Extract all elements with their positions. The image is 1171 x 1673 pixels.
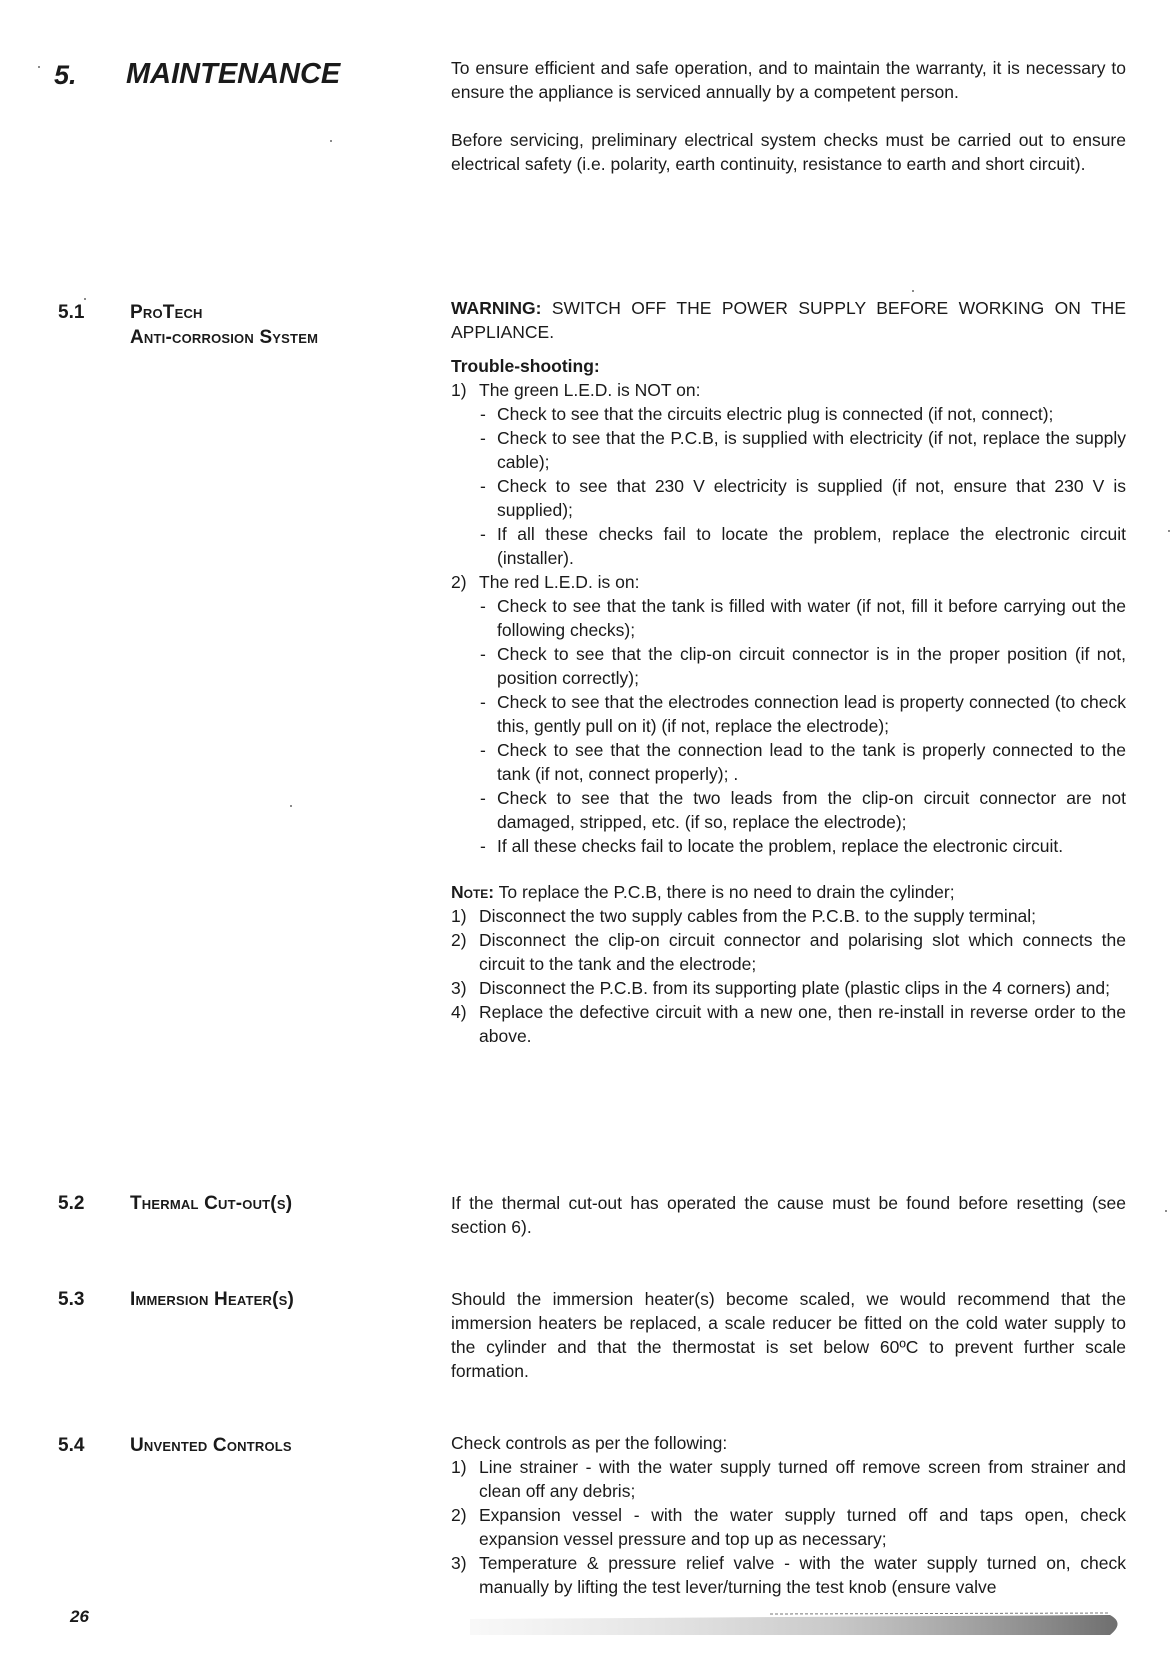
subsection-title-5-3: Immersion Heater(s)	[130, 1289, 294, 1310]
list-item: 2) The red L.E.D. is on:	[451, 572, 640, 592]
list-item: 2) Expansion vessel - with the water supply turned off and taps open, check expansion vessel pressure and top up as necessary;	[451, 1505, 1126, 1549]
intro-paragraph: To ensure efficient and safe operation, and to maintain the warranty, it is necessary to ensure the appliance is serviced annually by a competent person.	[451, 58, 1126, 102]
scan-speck	[1165, 1210, 1167, 1212]
subsection-number-5-1: 5.1	[58, 302, 85, 323]
note-text: To replace the P.C.B, there is no need to drain the cylinder;	[494, 882, 955, 902]
check-item: - Check to see that the P.C.B, is supplied with electricity (if not, replace the supply cable);	[480, 428, 1126, 472]
protech-content	[451, 296, 1126, 1048]
check-item: - Check to see that the two leads from the clip-on circuit connector are not damaged, stripped, etc. (if so, replace the electrode);	[480, 788, 1126, 832]
scan-speck	[912, 290, 914, 292]
warning-text: SWITCH OFF THE POWER SUPPLY BEFORE WORKING ON THE APPLIANCE.	[451, 298, 1126, 342]
page-number: 26	[70, 1607, 89, 1626]
list-item: 1) Line strainer - with the water supply turned off remove screen from strainer and clean off any debris;	[451, 1457, 1126, 1501]
warning-label: WARNING:	[451, 298, 542, 318]
scan-artifact-band	[470, 1605, 1125, 1641]
immersion-heater-text: Should the immersion heater(s) become scaled, we would recommend that the immersion heaters be replaced, a scale reducer be fitted on the cold water supply to the cylinder and that the thermostat is set below 60ºC to prevent further scale formation.	[451, 1289, 1126, 1381]
intro-paragraph: Before servicing, preliminary electrical system checks must be carried out to ensure electrical safety (i.e. polarity, earth continuity, resistance to earth and short circuit).	[451, 130, 1126, 174]
troubleshooting-heading: Trouble-shooting:	[451, 356, 600, 376]
check-item: - Check to see that the clip-on circuit connector is in the proper position (if not, position correctly);	[480, 644, 1126, 688]
check-item: - Check to see that the electrodes connection lead is property connected (to check this, gently pull on it) (if not, replace the electrode);	[480, 692, 1126, 736]
unvented-controls-text: Check controls as per the following: 1) Line strainer - with the water supply turned off remove screen from strainer and clean off any debris; 2) Expansion vessel - with the water supply turned off and taps open, check expansion vessel pressure and top up as necessary; 3) Temperature & pressure relief valve - with the water supply turned on, check manually by lifting the test lever/turning the test knob (ensure valve	[451, 1433, 1126, 1597]
subsection-title-5-2: Thermal Cut-out(s)	[130, 1193, 293, 1214]
subsection-number-5-3: 5.3	[58, 1289, 85, 1310]
list-item: 1) The green L.E.D. is NOT on:	[451, 380, 701, 400]
list-item: 2) Disconnect the clip-on circuit connector and polarising slot which connects the circuit to the tank and the electrode;	[451, 930, 1126, 974]
subsection-title-5-1-line2: Anti-corrosion System	[130, 327, 319, 348]
check-item: - Check to see that the tank is filled with water (if not, fill it before carrying out the following checks);	[480, 596, 1126, 640]
subsection-number-5-4: 5.4	[58, 1435, 85, 1456]
thermal-cutout-text: If the thermal cut-out has operated the cause must be found before resetting (see section 6).	[451, 1193, 1126, 1237]
check-item: - Check to see that the circuits electric plug is connected (if not, connect);	[480, 404, 1054, 424]
note-label: Note:	[451, 882, 495, 902]
warning-paragraph	[451, 296, 1126, 344]
subsection-number-5-2: 5.2	[58, 1193, 85, 1214]
subsection-title-5-4: Unvented Controls	[130, 1435, 292, 1456]
list-item: 4) Replace the defective circuit with a new one, then re-install in reverse order to the above.	[451, 1002, 1126, 1046]
subsection-title-5-1-line1: ProTech	[130, 302, 203, 323]
check-item: - If all these checks fail to locate the problem, replace the electronic circuit.	[480, 836, 1064, 856]
scan-speck	[38, 66, 40, 68]
check-item: - Check to see that the connection lead to the tank is properly connected to the tank (if not, connect properly); .	[480, 740, 1126, 784]
note-paragraph	[451, 880, 1126, 904]
scan-speck	[84, 298, 86, 300]
scan-speck	[1168, 530, 1170, 532]
check-item: - If all these checks fail to locate the problem, replace the electronic circuit (installer).	[480, 524, 1126, 568]
list-item: 3) Disconnect the P.C.B. from its supporting plate (plastic clips in the 4 corners) and;	[451, 978, 1110, 998]
check-item: - Check to see that 230 V electricity is supplied (if not, ensure that 230 V is supplied);	[480, 476, 1126, 520]
list-item: 1) Disconnect the two supply cables from the P.C.B. to the supply terminal;	[451, 906, 1037, 926]
scan-speck	[330, 140, 332, 142]
section-title: MAINTENANCE	[126, 58, 341, 90]
scan-speck	[290, 805, 292, 807]
maintenance-intro	[451, 56, 1126, 176]
section-number: 5.	[54, 60, 77, 90]
list-item: 3) Temperature & pressure relief valve - with the water supply turned on, check manually by lifting the test lever/turning the test knob (ensure valve	[451, 1553, 1126, 1597]
